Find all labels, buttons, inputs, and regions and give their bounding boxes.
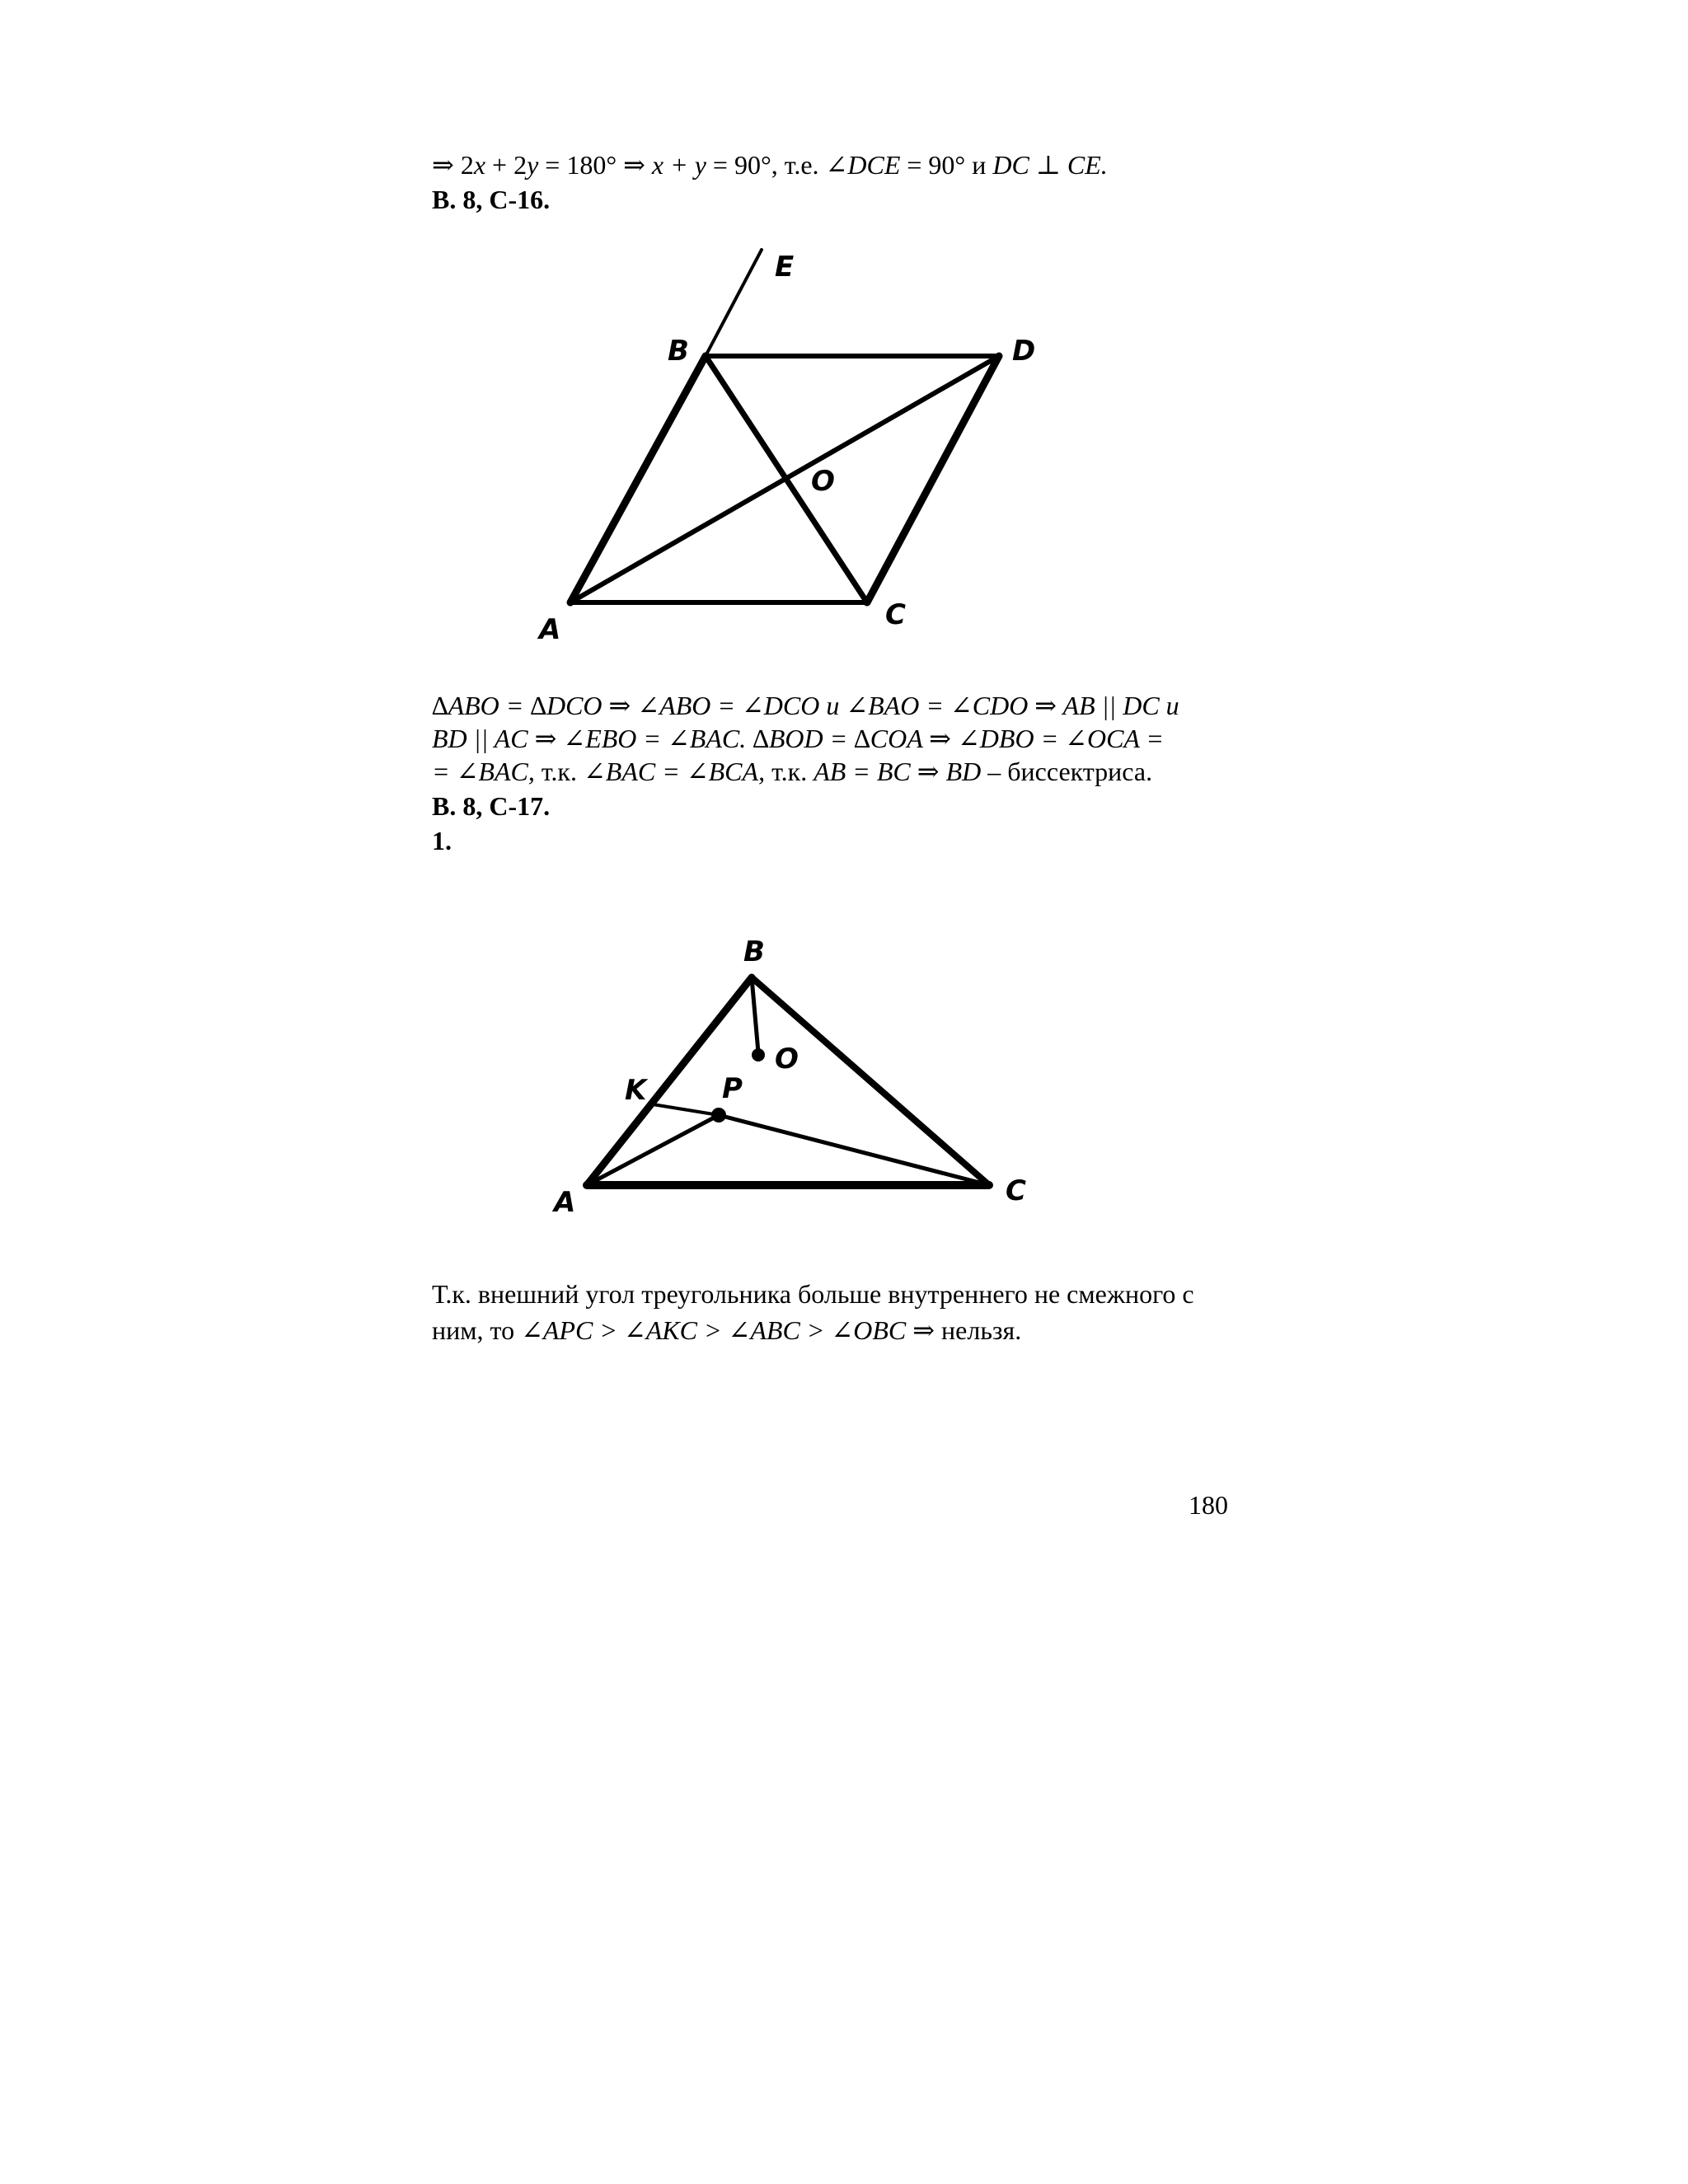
- label-o: O: [775, 1043, 799, 1076]
- formula-part: = 90°, т.е.: [706, 150, 826, 180]
- conclusion-line-1: Т.к. внешний угол треугольника больше внутреннего не смежного с: [432, 1279, 1194, 1309]
- proof-line-1: ∆ABO = ∆DCO ⇒ ∠ABO = ∠DCO и ∠BAO = ∠CDO ⇒ AB || DC и: [432, 691, 1179, 720]
- formula-part: + 2: [485, 150, 528, 180]
- formula-part: ⇒ 2: [432, 150, 474, 180]
- conclusion-part: ⇒ нельзя.: [906, 1315, 1022, 1345]
- segment-ap: [587, 1115, 719, 1185]
- formula-part: x: [473, 150, 486, 180]
- section-heading-s16: В. 8, С-16.: [432, 185, 551, 214]
- formula-part: y: [527, 150, 539, 180]
- proof-part: – биссектриса.: [981, 757, 1153, 786]
- formula-part: DC ⊥ CE.: [992, 150, 1108, 180]
- label-a: A: [539, 613, 561, 646]
- triangle-diagram: [528, 923, 1055, 1236]
- formula-part: ∠DCE: [825, 150, 901, 180]
- proof-part: ∠BAC = ∠BCA,: [583, 757, 766, 786]
- figure-triangle: [528, 923, 1055, 1236]
- label-d: D: [1012, 335, 1036, 368]
- point-o: [752, 1048, 765, 1062]
- segment-kp: [653, 1104, 719, 1115]
- formula-part: x + y: [651, 150, 706, 180]
- label-c: C: [1006, 1174, 1026, 1207]
- proof-part: = ∠BAC,: [432, 757, 535, 786]
- segment-bo: [752, 977, 758, 1052]
- proof-line-2: BD || AC ⇒ ∠EBO = ∠BAC. ∆BOD = ∆COA ⇒ ∠DBO = ∠OCA =: [432, 724, 1164, 753]
- label-e: E: [775, 251, 795, 284]
- top-formula: [432, 148, 1108, 181]
- item-number: 1.: [432, 826, 452, 855]
- label-p: P: [722, 1072, 743, 1105]
- label-k: K: [625, 1074, 647, 1107]
- point-p: [711, 1108, 726, 1122]
- proof-line-3: [432, 755, 1152, 788]
- page-number: 180: [1189, 1490, 1228, 1520]
- conclusion-part: ∠APC > ∠AKC > ∠ABC > ∠OBC: [521, 1315, 907, 1345]
- ray-be: [706, 250, 762, 356]
- label-o: O: [811, 465, 835, 498]
- figure-parallelogram: [528, 235, 1055, 663]
- label-c: C: [885, 598, 906, 631]
- conclusion-part: ним, то: [432, 1315, 522, 1345]
- section-heading-s17: В. 8, С-17.: [432, 791, 551, 821]
- formula-part: = 90° и: [900, 150, 993, 180]
- proof-part: т.к.: [534, 757, 584, 786]
- conclusion-line-2: [432, 1314, 1021, 1347]
- label-b: B: [668, 335, 689, 368]
- proof-part: AB = BC ⇒ BD: [814, 757, 982, 786]
- diagonal-bc: [706, 356, 867, 602]
- label-b: B: [743, 935, 765, 968]
- formula-part: = 180° ⇒: [538, 150, 652, 180]
- proof-part: т.к.: [765, 757, 814, 786]
- label-a: A: [554, 1186, 576, 1219]
- parallelogram-diagram: [528, 235, 1055, 663]
